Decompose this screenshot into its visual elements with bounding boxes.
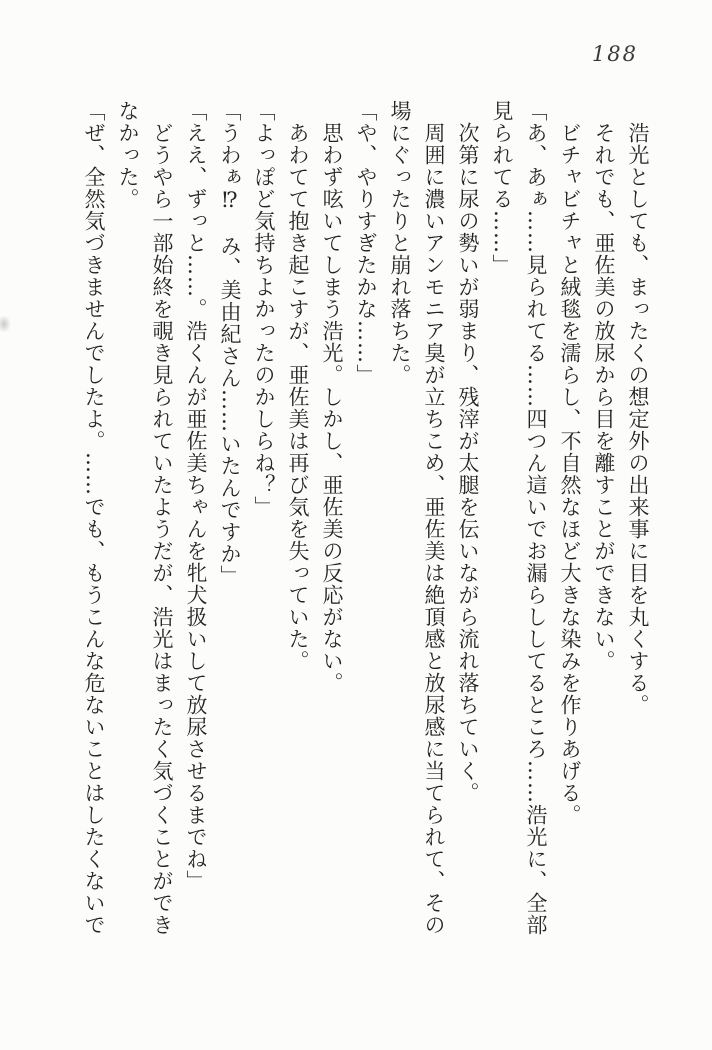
page-number: 188: [591, 42, 638, 66]
text-line: 「や、やりすぎたかな……」: [354, 100, 378, 386]
text-line: あわてて抱き起こすが、亜佐美は再び気を失っていた。: [286, 122, 310, 672]
text-line: 次第に尿の勢いが弱まり、残滓が太腿を伝いながら流れ落ちていく。: [456, 122, 480, 804]
text-line: ビチャビチャと絨毯を濡らし、不自然なほど大きな染みを作りあげる。: [558, 122, 582, 826]
text-line: 見られてる……」: [490, 100, 514, 276]
text-block: [77, 100, 655, 962]
text-line: 「ぜ、全然気づきませんでしたよ。……でも、もうこんな危ないことはしたくないで: [82, 100, 106, 936]
text-line: 場にぐったりと崩れ落ちた。: [388, 100, 412, 386]
text-line: 「うわぁ⁉ み、美由紀さん……いたんですか」: [218, 100, 242, 587]
text-line: 思わず呟いてしまう浩光。しかし、亜佐美の反応がない。: [320, 122, 344, 694]
text-line: 浩光としても、まったくの想定外の出来事に目を丸くする。: [626, 122, 650, 716]
text-line: 「あ、あぁ……見られてる……四つん這いでお漏らししてるところ……浩光に、全部: [524, 100, 548, 936]
text-line: それでも、亜佐美の放尿から目を離すことができない。: [592, 122, 616, 672]
text-line: 「よっぽど気持ちよかったのかしらね？」: [252, 100, 276, 518]
text-line: どうやら一部始終を覗き見られていたようだが、浩光はまったく気づくことができ: [150, 122, 174, 936]
text-line: なかった。: [116, 100, 140, 210]
text-line: 周囲に濃いアンモニア臭が立ちこめ、亜佐美は絶頂感と放尿感に当てられて、その: [422, 122, 446, 936]
text-line: 「ええ、ずっと……。浩くんが亜佐美ちゃんを牝犬扱いして放尿させるまでね」: [184, 100, 208, 892]
scan-smudge-artifact: [0, 315, 11, 333]
